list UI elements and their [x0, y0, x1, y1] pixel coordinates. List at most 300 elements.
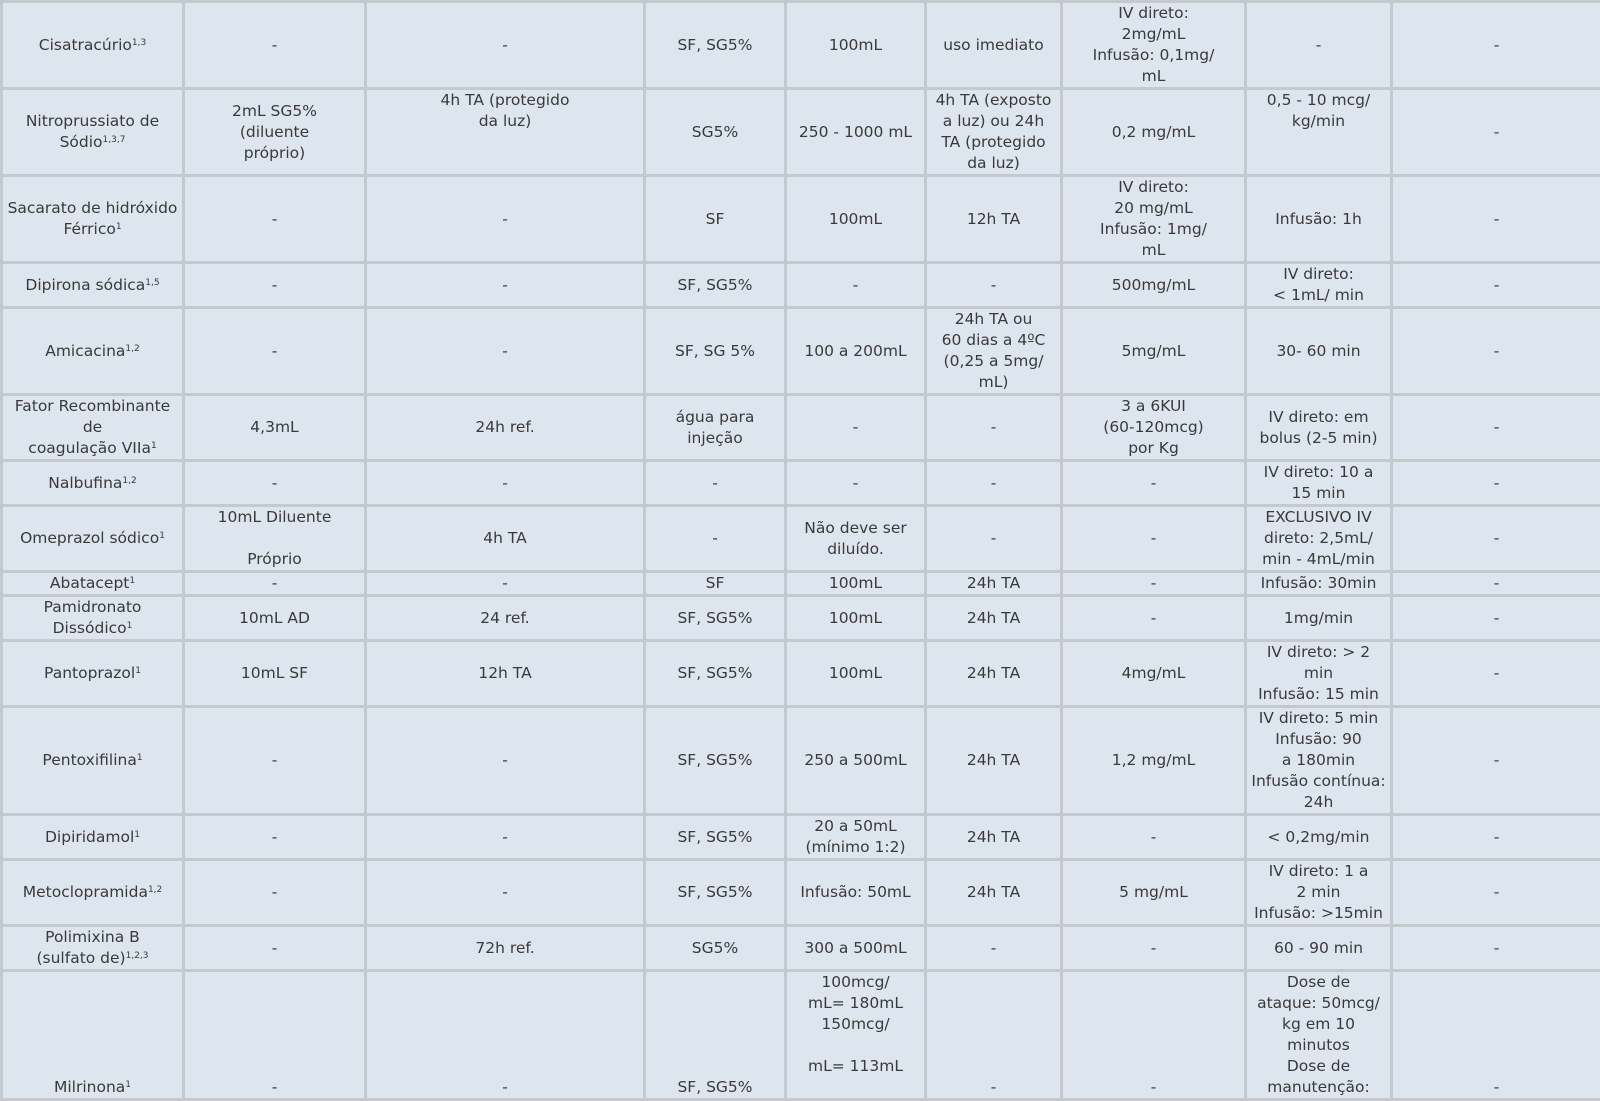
cell-line: 12h TA	[931, 209, 1056, 230]
cell-obs	[1392, 2, 1600, 89]
cell-line: Infusão: 30min	[1251, 573, 1386, 594]
cell-diluent	[645, 596, 786, 641]
cell-line: 10mL Diluente	[189, 507, 360, 528]
cell-line: -	[189, 827, 360, 848]
cell-line: -	[791, 473, 920, 494]
cell-line: -	[189, 1077, 360, 1098]
reference-superscript: 1	[137, 753, 143, 763]
cell-line: 100mcg/	[791, 972, 920, 993]
cell-line: 0,2 mg/mL	[1067, 122, 1240, 143]
cell-obs	[1392, 860, 1600, 926]
cell-conc	[1062, 395, 1246, 461]
cell-stab-dil	[926, 971, 1062, 1100]
cell-line: 300 a 500mL	[791, 938, 920, 959]
cell-diluent	[645, 395, 786, 461]
cell-line: 24h TA	[931, 573, 1056, 594]
cell-line: SF, SG5%	[650, 827, 780, 848]
cell-conc	[1062, 926, 1246, 971]
cell-line: 250 a 500mL	[791, 750, 920, 771]
cell-line: a luz) ou 24h	[931, 111, 1056, 132]
cell-stab	[366, 89, 645, 176]
table-row	[2, 2, 1600, 89]
cell-line: -	[1397, 35, 1596, 56]
cell-line: SF, SG5%	[650, 750, 780, 771]
cell-line: -	[1397, 827, 1596, 848]
cell-obs	[1392, 596, 1600, 641]
cell-obs	[1392, 395, 1600, 461]
cell-line: -	[650, 528, 780, 549]
cell-recon	[184, 263, 366, 308]
table-row	[2, 707, 1600, 815]
cell-line: 60 - 90 min	[1251, 938, 1386, 959]
cell-line: ataque: 50mcg/	[1251, 993, 1386, 1014]
cell-line: 10mL SF	[189, 663, 360, 684]
cell-line: SG5%	[650, 938, 780, 959]
cell-stab	[366, 263, 645, 308]
cell-stab	[366, 707, 645, 815]
table-row	[2, 395, 1600, 461]
table-row	[2, 971, 1600, 1100]
cell-name	[2, 815, 184, 860]
cell-name	[2, 707, 184, 815]
reference-superscript: 1	[159, 531, 165, 541]
cell-obs	[1392, 815, 1600, 860]
cell-line: água para	[650, 407, 780, 428]
cell-line: mL	[1067, 240, 1240, 261]
cell-line: Infusão: 1h	[1251, 209, 1386, 230]
cell-volume	[786, 596, 926, 641]
cell-line: < 0,2mg/min	[1251, 827, 1386, 848]
cell-obs	[1392, 926, 1600, 971]
cell-stab	[366, 596, 645, 641]
cell-line: -	[371, 573, 639, 594]
cell-recon	[184, 395, 366, 461]
cell-diluent	[645, 572, 786, 596]
cell-line: Infusão: 0,1mg/	[1067, 45, 1240, 66]
cell-line: -	[1397, 417, 1596, 438]
cell-obs	[1392, 308, 1600, 395]
table-row	[2, 176, 1600, 263]
cell-line: -	[189, 573, 360, 594]
reference-superscript: 1,2	[148, 885, 162, 895]
cell-recon	[184, 707, 366, 815]
cell-obs	[1392, 641, 1600, 707]
cell-line: 100 a 200mL	[791, 341, 920, 362]
cell-line: Dose de	[1251, 1056, 1386, 1077]
cell-line: 24 ref.	[371, 608, 639, 629]
cell-volume	[786, 461, 926, 506]
table-row	[2, 308, 1600, 395]
cell-volume	[786, 860, 926, 926]
cell-line: Férrico$^1$	[5, 219, 180, 240]
cell-line: (diluente	[189, 122, 360, 143]
cell-line: -	[1397, 750, 1596, 771]
cell-line: SF, SG5%	[650, 275, 780, 296]
cell-stab-dil	[926, 395, 1062, 461]
cell-line: bolus (2-5 min)	[1251, 428, 1386, 449]
cell-name	[2, 263, 184, 308]
cell-line: 15 min	[1251, 483, 1386, 504]
reference-superscript: 1,3	[132, 38, 146, 48]
cell-diluent	[645, 815, 786, 860]
cell-line: a 180min	[1251, 750, 1386, 771]
cell-line: Infusão contínua:	[1251, 771, 1386, 792]
cell-line: -	[371, 473, 639, 494]
cell-stab	[366, 641, 645, 707]
cell-stab-dil	[926, 461, 1062, 506]
cell-line: -	[1067, 528, 1240, 549]
cell-name	[2, 506, 184, 572]
cell-line: -	[371, 750, 639, 771]
cell-conc	[1062, 89, 1246, 176]
cell-line: 4h TA (exposto	[931, 90, 1056, 111]
cell-line: -	[371, 1077, 639, 1098]
cell-admin	[1246, 596, 1392, 641]
cell-diluent	[645, 641, 786, 707]
cell-stab-dil	[926, 572, 1062, 596]
cell-volume	[786, 308, 926, 395]
cell-line: Pentoxifilina$^1$	[5, 750, 180, 771]
reference-superscript: 1,5	[145, 278, 159, 288]
cell-line: -	[1251, 35, 1386, 56]
cell-line: 5 mg/mL	[1067, 882, 1240, 903]
cell-line: -	[189, 275, 360, 296]
cell-line: 12h TA	[371, 663, 639, 684]
cell-diluent	[645, 860, 786, 926]
cell-recon	[184, 572, 366, 596]
table-row	[2, 926, 1600, 971]
cell-stab	[366, 506, 645, 572]
cell-line: kg em 10 minutos	[1251, 1014, 1386, 1056]
cell-name	[2, 572, 184, 596]
cell-line: SF, SG 5%	[650, 341, 780, 362]
cell-recon	[184, 461, 366, 506]
reference-superscript: 1	[125, 1080, 131, 1090]
cell-name	[2, 89, 184, 176]
cell-stab	[366, 572, 645, 596]
cell-volume	[786, 395, 926, 461]
cell-name	[2, 176, 184, 263]
cell-line: da luz)	[371, 111, 639, 132]
reference-superscript: 1,3,7	[103, 135, 126, 145]
cell-line	[189, 528, 360, 549]
cell-volume	[786, 641, 926, 707]
cell-admin	[1246, 395, 1392, 461]
cell-name	[2, 860, 184, 926]
cell-line: IV direto: 1 a	[1251, 861, 1386, 882]
cell-line: 24h TA	[931, 663, 1056, 684]
cell-line: -	[931, 528, 1056, 549]
cell-line: -	[1397, 209, 1596, 230]
cell-line: 1,2 mg/mL	[1067, 750, 1240, 771]
cell-volume	[786, 506, 926, 572]
cell-line: (0,25 a 5mg/	[931, 351, 1056, 372]
cell-line: -	[1067, 938, 1240, 959]
table-row	[2, 263, 1600, 308]
cell-line: 10mL AD	[189, 608, 360, 629]
cell-recon	[184, 641, 366, 707]
cell-line: 100mL	[791, 608, 920, 629]
cell-line: Pantoprazol$^1$	[5, 663, 180, 684]
cell-conc	[1062, 815, 1246, 860]
cell-line: -	[931, 938, 1056, 959]
cell-admin	[1246, 971, 1392, 1100]
cell-line: -	[931, 473, 1056, 494]
table-row	[2, 641, 1600, 707]
cell-obs	[1392, 176, 1600, 263]
cell-obs	[1392, 89, 1600, 176]
cell-line: Polimixina B	[5, 927, 180, 948]
cell-line: -	[189, 882, 360, 903]
cell-recon	[184, 506, 366, 572]
cell-recon	[184, 176, 366, 263]
table-row	[2, 572, 1600, 596]
cell-admin	[1246, 176, 1392, 263]
cell-conc	[1062, 461, 1246, 506]
cell-volume	[786, 707, 926, 815]
table-body	[2, 2, 1600, 1100]
cell-conc	[1062, 641, 1246, 707]
cell-diluent	[645, 176, 786, 263]
cell-volume	[786, 263, 926, 308]
reference-superscript: 1,2,3	[126, 951, 149, 961]
cell-line: -	[1397, 122, 1596, 143]
cell-conc	[1062, 572, 1246, 596]
cell-line: mL= 180mL	[791, 993, 920, 1014]
cell-line: -	[1397, 275, 1596, 296]
cell-stab-dil	[926, 2, 1062, 89]
cell-line: IV direto:	[1067, 3, 1240, 24]
cell-line: direto: 2,5mL/	[1251, 528, 1386, 549]
cell-line: -	[189, 473, 360, 494]
cell-volume	[786, 926, 926, 971]
cell-line: 2mL SG5%	[189, 101, 360, 122]
cell-line: SF	[650, 209, 780, 230]
cell-line: 100mL	[791, 35, 920, 56]
cell-line: Nalbufina$^{1,2}$	[5, 473, 180, 494]
cell-obs	[1392, 461, 1600, 506]
cell-diluent	[645, 506, 786, 572]
cell-line: -	[371, 827, 639, 848]
cell-obs	[1392, 506, 1600, 572]
cell-line: SF, SG5%	[650, 663, 780, 684]
table-row	[2, 506, 1600, 572]
reference-superscript: 1	[151, 441, 157, 451]
cell-line: 5mg/mL	[1067, 341, 1240, 362]
cell-line: 24h TA	[931, 750, 1056, 771]
cell-line: 24h TA	[931, 608, 1056, 629]
cell-line: -	[791, 275, 920, 296]
table-row	[2, 461, 1600, 506]
cell-line: Abatacept$^1$	[5, 573, 180, 594]
reference-superscript: 1,2	[122, 476, 136, 486]
cell-conc	[1062, 596, 1246, 641]
cell-conc	[1062, 707, 1246, 815]
cell-line: Amicacina$^{1,2}$	[5, 341, 180, 362]
cell-conc	[1062, 860, 1246, 926]
reference-superscript: 1	[135, 666, 141, 676]
cell-line: -	[189, 938, 360, 959]
cell-line: 100mL	[791, 663, 920, 684]
cell-line: 4mg/mL	[1067, 663, 1240, 684]
cell-conc	[1062, 176, 1246, 263]
cell-volume	[786, 89, 926, 176]
cell-line: IV direto: 5 min	[1251, 708, 1386, 729]
cell-line: 24h TA	[931, 882, 1056, 903]
cell-volume	[786, 815, 926, 860]
cell-recon	[184, 89, 366, 176]
cell-diluent	[645, 971, 786, 1100]
cell-line: -	[189, 341, 360, 362]
cell-name	[2, 395, 184, 461]
cell-line: (mínimo 1:2)	[791, 837, 920, 858]
cell-line: 3 a 6KUI	[1067, 396, 1240, 417]
cell-line: Omeprazol sódico$^1$	[5, 528, 180, 549]
cell-line: -	[1397, 473, 1596, 494]
cell-line: injeção	[650, 428, 780, 449]
cell-recon	[184, 926, 366, 971]
cell-line: -	[1397, 573, 1596, 594]
cell-line: manutenção:	[1251, 1077, 1386, 1098]
cell-line: -	[1067, 1077, 1240, 1098]
cell-name	[2, 641, 184, 707]
cell-line: -	[371, 275, 639, 296]
cell-stab-dil	[926, 89, 1062, 176]
cell-recon	[184, 596, 366, 641]
cell-stab-dil	[926, 815, 1062, 860]
cell-admin	[1246, 926, 1392, 971]
cell-line: TA (protegido	[931, 132, 1056, 153]
reference-superscript: 1	[129, 576, 135, 586]
cell-line: 20 mg/mL	[1067, 198, 1240, 219]
cell-obs	[1392, 971, 1600, 1100]
reference-superscript: 1	[127, 621, 133, 631]
cell-stab-dil	[926, 506, 1062, 572]
cell-stab-dil	[926, 176, 1062, 263]
cell-line: 72h ref.	[371, 938, 639, 959]
cell-volume	[786, 176, 926, 263]
reference-superscript: 1,2	[125, 344, 139, 354]
cell-admin	[1246, 815, 1392, 860]
cell-line: 20 a 50mL	[791, 816, 920, 837]
cell-stab	[366, 860, 645, 926]
cell-admin	[1246, 860, 1392, 926]
cell-obs	[1392, 263, 1600, 308]
cell-stab	[366, 2, 645, 89]
cell-obs	[1392, 572, 1600, 596]
cell-line: 250 - 1000 mL	[791, 122, 920, 143]
cell-line: -	[1397, 663, 1596, 684]
cell-line	[791, 1035, 920, 1056]
cell-line: SF, SG5%	[650, 882, 780, 903]
cell-diluent	[645, 707, 786, 815]
cell-line: mL)	[931, 372, 1056, 393]
cell-stab	[366, 395, 645, 461]
cell-conc	[1062, 2, 1246, 89]
table-row	[2, 860, 1600, 926]
cell-line: 24h ref.	[371, 417, 639, 438]
cell-line: Sacarato de hidróxido	[5, 198, 180, 219]
cell-admin	[1246, 572, 1392, 596]
cell-line: (60-120mcg)	[1067, 417, 1240, 438]
cell-line: IV direto:	[1067, 177, 1240, 198]
cell-stab-dil	[926, 596, 1062, 641]
cell-line: 24h	[1251, 792, 1386, 813]
cell-stab	[366, 308, 645, 395]
cell-recon	[184, 308, 366, 395]
cell-stab-dil	[926, 707, 1062, 815]
cell-line: 1mg/min	[1251, 608, 1386, 629]
cell-line: -	[189, 209, 360, 230]
cell-line: da luz)	[931, 153, 1056, 174]
cell-line: -	[650, 473, 780, 494]
cell-line: -	[371, 882, 639, 903]
cell-name	[2, 596, 184, 641]
cell-line: -	[1397, 1077, 1596, 1098]
cell-line: 4h TA (protegido	[371, 90, 639, 111]
cell-admin	[1246, 707, 1392, 815]
cell-stab-dil	[926, 263, 1062, 308]
cell-line: -	[931, 275, 1056, 296]
cell-admin	[1246, 263, 1392, 308]
cell-line: -	[371, 35, 639, 56]
cell-diluent	[645, 926, 786, 971]
cell-line: IV direto: em	[1251, 407, 1386, 428]
cell-line: 2mg/mL	[1067, 24, 1240, 45]
cell-line: EXCLUSIVO IV	[1251, 507, 1386, 528]
cell-line: 150mcg/	[791, 1014, 920, 1035]
cell-line: -	[1397, 528, 1596, 549]
cell-stab	[366, 815, 645, 860]
cell-stab	[366, 176, 645, 263]
cell-admin	[1246, 89, 1392, 176]
cell-diluent	[645, 461, 786, 506]
cell-line: IV direto: 10 a	[1251, 462, 1386, 483]
cell-line: -	[931, 1077, 1056, 1098]
cell-line: -	[189, 35, 360, 56]
cell-line: kg/min	[1251, 111, 1386, 132]
cell-line: Cisatracúrio$^{1,3}$	[5, 35, 180, 56]
cell-line: Não deve ser	[791, 518, 920, 539]
cell-name	[2, 926, 184, 971]
cell-diluent	[645, 89, 786, 176]
cell-line: coagulação VIIa$^1$	[5, 438, 180, 459]
cell-line: < 1mL/ min	[1251, 285, 1386, 306]
cell-line: Sódio$^{1,3,7}$	[5, 132, 180, 153]
cell-line: mL	[1067, 66, 1240, 87]
cell-line: -	[1397, 882, 1596, 903]
cell-line: Nitroprussiato de	[5, 111, 180, 132]
cell-volume	[786, 971, 926, 1100]
cell-recon	[184, 971, 366, 1100]
cell-line: Infusão: 90	[1251, 729, 1386, 750]
table-row	[2, 815, 1600, 860]
cell-line: SF, SG5%	[650, 608, 780, 629]
cell-line: uso imediato	[931, 35, 1056, 56]
cell-stab-dil	[926, 641, 1062, 707]
cell-line: Infusão: 50mL	[791, 882, 920, 903]
cell-line: 500mg/mL	[1067, 275, 1240, 296]
cell-line: Dipiridamol$^1$	[5, 827, 180, 848]
cell-stab	[366, 971, 645, 1100]
cell-name	[2, 2, 184, 89]
cell-line: 4h TA	[371, 528, 639, 549]
cell-line: -	[1397, 341, 1596, 362]
cell-line: Pamidronato	[5, 597, 180, 618]
cell-line: Fator Recombinante de	[5, 396, 180, 438]
cell-line: 100mL	[791, 573, 920, 594]
cell-conc	[1062, 506, 1246, 572]
